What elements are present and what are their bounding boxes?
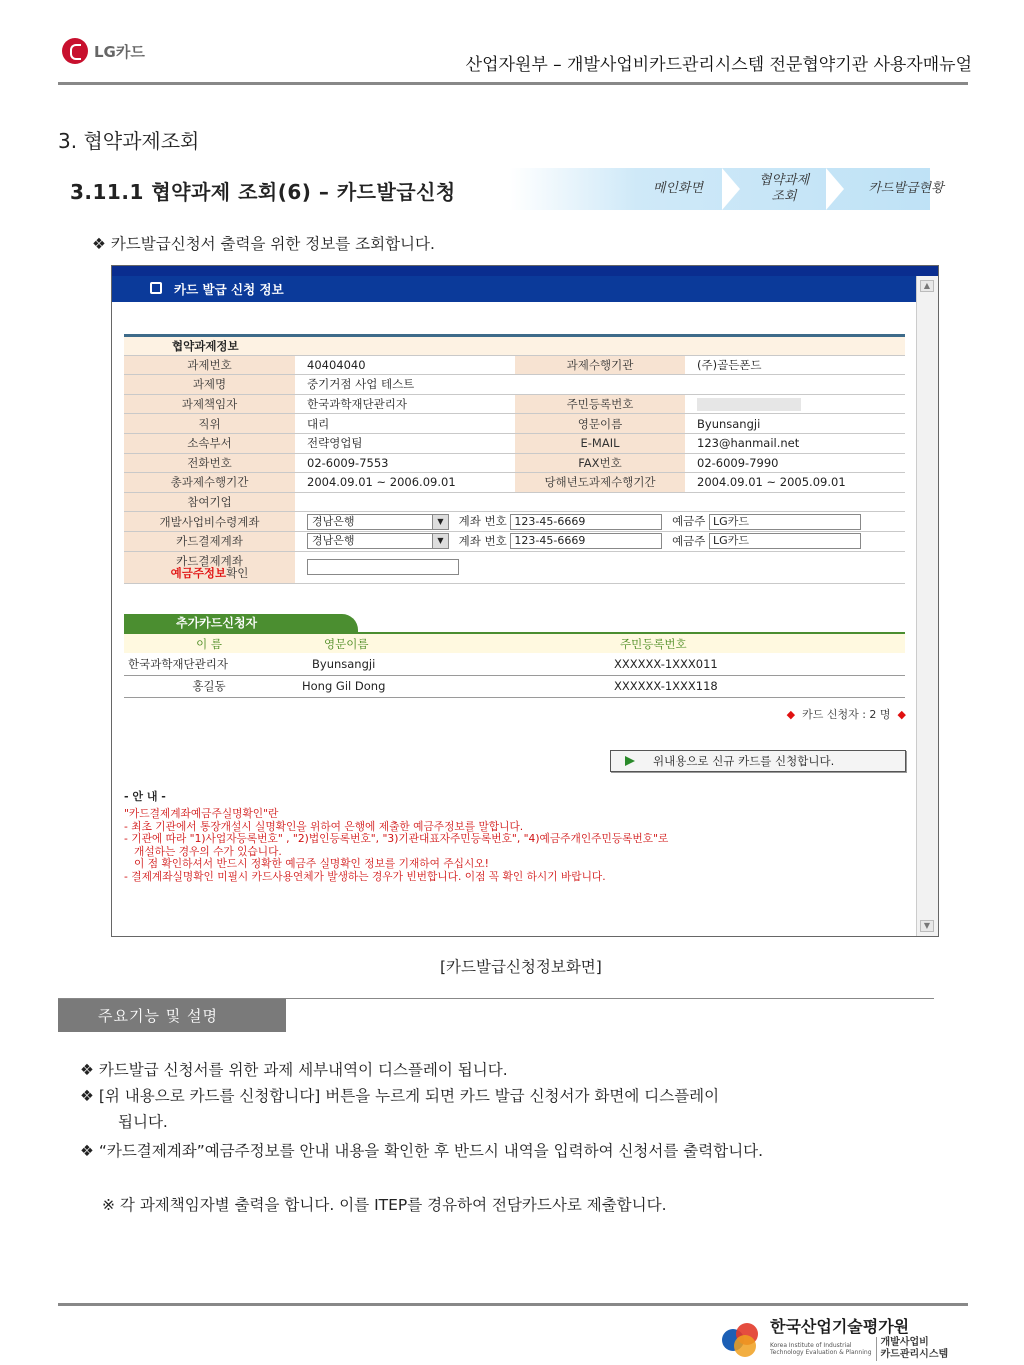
applicant-eng: Hong Gil Dong (294, 675, 614, 697)
label-phone: 전화번호 (124, 453, 295, 473)
scroll-up-icon[interactable]: ▲ (920, 280, 934, 292)
receive-bank-select[interactable] (307, 514, 449, 530)
label-year-period: 당해년도과제수행기간 (515, 473, 685, 493)
label-position: 직위 (124, 414, 295, 434)
itep-name: 한국산업기술평가원 (770, 1317, 910, 1336)
lg-logo-icon (62, 38, 88, 64)
system-name-2: 카드관리시스템 (880, 1349, 949, 1360)
payment-account-fields (295, 531, 905, 551)
scroll-down-icon[interactable]: ▼ (920, 920, 934, 932)
value-phone: 02-6009-7553 (295, 453, 515, 473)
card-application-window (111, 265, 939, 937)
label-email: E-MAIL (515, 433, 685, 453)
table-row (124, 473, 905, 493)
breadcrumb-step-card: 카드발급현황 (868, 181, 944, 196)
vertical-scrollbar[interactable] (916, 276, 938, 936)
lg-card-logo (62, 38, 145, 64)
itep-en-2: Technology Evaluation & Planning (770, 1349, 872, 1356)
applicants-table (124, 632, 905, 698)
table-row (124, 355, 905, 375)
value-institution: (주)골든폰드 (685, 355, 905, 375)
notice-line: "카드결제계좌예금주실명확인"란 (124, 807, 279, 820)
holder-confirm-label-2: 확인 (226, 566, 249, 581)
itep-en-1: Korea Institute of Industrial (770, 1342, 852, 1349)
value-year-period: 2004.09.01 ~ 2005.09.01 (685, 473, 905, 493)
notice-line: 이 점 확인하셔서 반드시 정확한 예금주 실명확인 정보를 기재하여 주십시오! (134, 857, 489, 871)
value-position: 대리 (295, 414, 515, 434)
value-project-name: 중기거점 사업 테스트 (295, 375, 905, 395)
holder-confirm-label-1: 카드결제계좌 (176, 554, 243, 569)
rrn-masked (697, 398, 801, 411)
notice-line: 개설하는 경우의 수가 있습니다. (134, 844, 282, 858)
value-manager: 한국과학재단관리자 (295, 394, 515, 414)
label-project-name: 과제명 (124, 375, 295, 395)
payment-bank-select[interactable] (307, 533, 449, 549)
notice-heading: - 안 내 - (124, 790, 166, 803)
system-name (876, 1337, 949, 1361)
applicant-rrn: XXXXXX-1XXX011 (614, 653, 905, 675)
label-eng-name: 영문이름 (515, 414, 685, 434)
value-fax: 02-6009-7990 (685, 453, 905, 473)
receive-bank-value: 경남은행 (312, 514, 355, 528)
applicant-name: 홍길동 (124, 675, 294, 697)
project-info-heading: 협약과제정보 (124, 336, 905, 356)
receive-holder-input[interactable]: LG카드 (709, 514, 861, 530)
holder-confirm-input[interactable] (307, 559, 459, 575)
label-manager: 과제책임자 (124, 394, 295, 414)
intro-text: ❖ 카드발급신청서 출력을 위한 정보를 조회합니다. (92, 235, 435, 253)
label-project-no: 과제번호 (124, 355, 295, 375)
notice-line: - 결제계좌실명확인 미필시 카드사용연체가 발생하는 경우가 빈번합니다. 이점 꼭 확인 하시기 바랍니다. (124, 869, 606, 883)
system-name-1: 개발사업비 (880, 1337, 929, 1348)
feature-bullet: ❖ 카드발급 신청서를 위한 과제 세부내역이 디스플레이 됩니다. (80, 1061, 508, 1079)
label-fax: FAX번호 (515, 453, 685, 473)
col-eng-name: 영문이름 (294, 633, 614, 653)
play-icon (625, 756, 635, 766)
feature-bullet: ❖ [위 내용으로 카드를 신청합니다] 버튼을 누르게 되면 카드 발급 신청서가 화면에 디스플레이 (80, 1087, 720, 1105)
label-dept: 소속부서 (124, 433, 295, 453)
value-rrn (685, 394, 905, 414)
table-row (124, 675, 905, 697)
table-row (124, 512, 905, 532)
table-row (124, 492, 905, 512)
apply-card-button[interactable] (610, 750, 906, 772)
feature-bullet: ❖ “카드결제계좌”예금주정보를 안내 내용을 확인한 후 반드시 내역을 입력하여 신청서를 출력합니다. (80, 1142, 764, 1160)
itep-logo (722, 1314, 948, 1361)
dropdown-arrow-icon[interactable]: ▼ (432, 515, 448, 529)
receive-acct-input[interactable]: 123-45-6669 (510, 514, 662, 530)
holder-confirm-cell (295, 551, 905, 583)
diamond-icon: ◆ (897, 708, 906, 721)
brand-name: LG카드 (94, 42, 145, 61)
label-partner: 참여기업 (124, 492, 295, 512)
window-header-title: 카드 발급 신청 정보 (174, 282, 284, 297)
label-total-period: 총과제수행기간 (124, 473, 295, 493)
table-row (124, 453, 905, 473)
payment-holder-input[interactable]: LG카드 (709, 533, 861, 549)
subsection-title: 3.11.1 협약과제 조회(6) – 카드발급신청 (70, 180, 456, 204)
col-name: 이 름 (124, 633, 294, 653)
table-row (124, 653, 905, 675)
payment-acct-label: 계좌 번호 (458, 533, 507, 548)
receive-holder-label: 예금주 (672, 514, 706, 529)
holder-confirm-label-red: 예금주정보 (170, 566, 227, 581)
breadcrumb-step-main: 메인화면 (652, 181, 704, 196)
additional-applicants-tab: 추가카드신청자 (124, 614, 358, 632)
itep-mark-icon (722, 1321, 762, 1355)
window-header-bar (112, 276, 916, 302)
figure-caption: [카드발급신청정보화면] (440, 958, 602, 976)
label-receive-account: 개발사업비수령계좌 (124, 512, 295, 532)
table-row (124, 414, 905, 434)
apply-card-button-label: 위내용으로 신규 카드를 신청합니다. (653, 754, 835, 768)
applicant-name: 한국과학재단관리자 (124, 653, 294, 675)
table-header-row (124, 633, 905, 653)
label-rrn: 주민등록번호 (515, 394, 685, 414)
itep-text (770, 1314, 948, 1361)
table-row (124, 394, 905, 414)
chevron-right-icon (722, 168, 740, 210)
label-payment-account: 카드결제계좌 (124, 531, 295, 551)
payment-bank-value: 경남은행 (312, 534, 355, 548)
table-row (124, 433, 905, 453)
value-total-period: 2004.09.01 ~ 2006.09.01 (295, 473, 515, 493)
label-holder-confirm (124, 551, 295, 583)
breadcrumb-step-project: 협약과제 조회 (758, 173, 810, 204)
value-project-no: 40404040 (295, 355, 515, 375)
applicant-count-text: 카드 신청자 : 2 명 (802, 708, 891, 721)
notice-text (124, 808, 668, 884)
project-info-table (124, 334, 905, 584)
table-row (124, 375, 905, 395)
footer-divider (58, 1303, 968, 1306)
applicant-rrn: XXXXXX-1XXX118 (614, 675, 905, 697)
value-email: 123@hanmail.net (685, 433, 905, 453)
value-eng-name: Byunsangji (685, 414, 905, 434)
table-row (124, 531, 905, 551)
applicant-eng: Byunsangji (294, 653, 614, 675)
notice-line: - 기관에 따라 "1)사업자등록번호" , "2)법인등록번호", "3)기관대표자주민등록번호", "4)예금주개인주민등록번호"로 (124, 832, 669, 846)
header-divider (58, 82, 968, 85)
payment-acct-input[interactable]: 123-45-6669 (510, 533, 662, 549)
features-label: 주요기능 및 설명 (58, 999, 286, 1032)
payment-holder-label: 예금주 (672, 533, 706, 548)
manual-title: 산업자원부 – 개발사업비카드관리시스템 전문협약기관 사용자매뉴얼 (465, 55, 972, 75)
value-dept: 전략영업팀 (295, 433, 515, 453)
applicant-count (787, 706, 906, 722)
col-rrn: 주민등록번호 (614, 633, 905, 653)
receive-acct-label: 계좌 번호 (458, 514, 507, 529)
feature-bullet-cont: 됩니다. (118, 1113, 168, 1131)
notice-line: - 최초 기관에서 통장개설시 실명확인을 위하여 은행에 제출한 예금주정보를 말합니다. (124, 819, 524, 833)
label-institution: 과제수행기관 (515, 355, 685, 375)
value-partner (295, 492, 905, 512)
receive-account-fields (295, 512, 905, 532)
table-row (124, 551, 905, 583)
window-titlebar (112, 266, 938, 276)
chevron-right-icon (826, 168, 844, 210)
note-text: ※ 각 과제책임자별 출력을 합니다. 이를 ITEP를 경유하여 전담카드사로 제출합니다. (102, 1196, 667, 1214)
exit-door-icon (150, 282, 162, 294)
section-title: 3. 협약과제조회 (58, 129, 200, 153)
dropdown-arrow-icon[interactable]: ▼ (432, 534, 448, 548)
diamond-icon: ◆ (786, 708, 796, 721)
